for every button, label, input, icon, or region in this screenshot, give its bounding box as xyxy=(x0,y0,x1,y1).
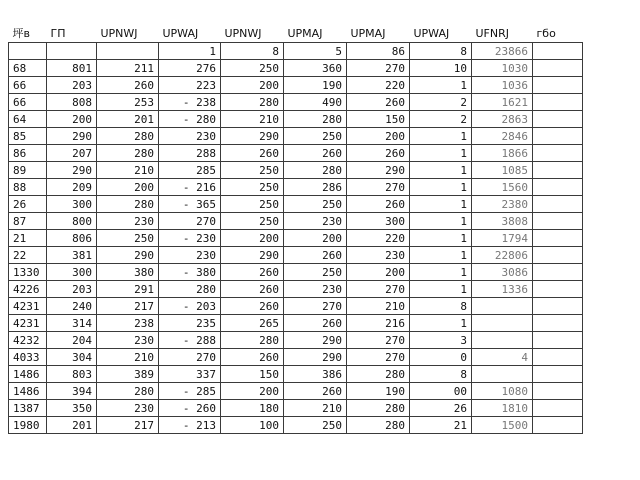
table-cell: 280 xyxy=(284,111,347,128)
table-cell xyxy=(9,43,47,60)
table-cell: 290 xyxy=(97,247,159,264)
table-cell: - 280 xyxy=(159,111,221,128)
table-cell: 4 xyxy=(472,349,533,366)
table-row xyxy=(9,145,583,162)
table-cell: 250 xyxy=(221,213,284,230)
table-cell: 10 xyxy=(410,60,472,77)
table-cell: 280 xyxy=(284,162,347,179)
table-cell: 2380 xyxy=(472,196,533,213)
header-row xyxy=(9,24,583,43)
table-cell xyxy=(533,60,583,77)
table-cell: 1866 xyxy=(472,145,533,162)
table-cell: 203 xyxy=(47,281,97,298)
table-row xyxy=(9,298,583,315)
column-header: UPMAJ xyxy=(284,24,347,43)
table-cell: 240 xyxy=(47,298,97,315)
table-cell: 1 xyxy=(410,315,472,332)
table-cell xyxy=(472,332,533,349)
table-cell: 280 xyxy=(347,417,410,434)
table-cell: 304 xyxy=(47,349,97,366)
table-cell: 290 xyxy=(47,128,97,145)
table-cell xyxy=(533,179,583,196)
table-cell: 201 xyxy=(97,111,159,128)
column-header: UPMAJ xyxy=(347,24,410,43)
table-cell: 290 xyxy=(284,332,347,349)
table-cell xyxy=(533,264,583,281)
table-cell: 250 xyxy=(221,196,284,213)
table-cell: 200 xyxy=(284,230,347,247)
table-cell: 350 xyxy=(47,400,97,417)
table-cell xyxy=(533,298,583,315)
table-cell: 1 xyxy=(410,162,472,179)
table-cell: 2863 xyxy=(472,111,533,128)
table-cell: 288 xyxy=(159,145,221,162)
table-cell: 86 xyxy=(347,43,410,60)
table-cell: 250 xyxy=(284,264,347,281)
table-cell: 270 xyxy=(159,349,221,366)
table-cell: 2 xyxy=(410,94,472,111)
table-cell: 66 xyxy=(9,77,47,94)
table-cell: 5 xyxy=(284,43,347,60)
table-cell: 1 xyxy=(410,196,472,213)
table-cell: 211 xyxy=(97,60,159,77)
table-cell: 21 xyxy=(410,417,472,434)
column-header: UPNWJ xyxy=(221,24,284,43)
table-cell: 2846 xyxy=(472,128,533,145)
table-cell: 490 xyxy=(284,94,347,111)
column-header: UFNRJ xyxy=(472,24,533,43)
table-row xyxy=(9,349,583,366)
table-cell: 3808 xyxy=(472,213,533,230)
table-cell: 260 xyxy=(284,383,347,400)
table-cell: 1 xyxy=(410,213,472,230)
table-cell: 290 xyxy=(221,247,284,264)
table-cell: 270 xyxy=(347,281,410,298)
table-row xyxy=(9,60,583,77)
table-cell: 1 xyxy=(410,179,472,196)
table-row xyxy=(9,400,583,417)
table-cell: 3086 xyxy=(472,264,533,281)
table-cell: 253 xyxy=(97,94,159,111)
table-cell: 223 xyxy=(159,77,221,94)
table-cell: 290 xyxy=(47,162,97,179)
table-cell xyxy=(472,366,533,383)
table-cell: 1 xyxy=(410,247,472,264)
table-cell xyxy=(533,145,583,162)
table-cell: 87 xyxy=(9,213,47,230)
table-cell: 200 xyxy=(221,383,284,400)
table-cell: 260 xyxy=(347,196,410,213)
table-cell: 230 xyxy=(284,281,347,298)
table-cell: 270 xyxy=(347,60,410,77)
table-cell: 1330 xyxy=(9,264,47,281)
table-cell: 1036 xyxy=(472,77,533,94)
column-header: UPWAJ xyxy=(410,24,472,43)
table-cell: 286 xyxy=(284,179,347,196)
table-cell: - 238 xyxy=(159,94,221,111)
table-cell: 300 xyxy=(347,213,410,230)
table-cell: 808 xyxy=(47,94,97,111)
table-row xyxy=(9,162,583,179)
table-cell: 2 xyxy=(410,111,472,128)
column-header: ГП xyxy=(47,24,97,43)
table-cell: 200 xyxy=(47,111,97,128)
table-cell: 260 xyxy=(284,247,347,264)
table-cell: 1621 xyxy=(472,94,533,111)
table-cell: 360 xyxy=(284,60,347,77)
table-cell: 389 xyxy=(97,366,159,383)
table-row xyxy=(9,332,583,349)
table-cell: 270 xyxy=(347,332,410,349)
table-cell: 86 xyxy=(9,145,47,162)
table-row xyxy=(9,247,583,264)
table-body xyxy=(9,43,583,434)
table-cell: 290 xyxy=(284,349,347,366)
table-cell: 210 xyxy=(347,298,410,315)
table-cell: 300 xyxy=(47,264,97,281)
table-cell: 235 xyxy=(159,315,221,332)
table-row xyxy=(9,264,583,281)
table-cell: - 380 xyxy=(159,264,221,281)
column-header: 坪в xyxy=(9,24,47,43)
table-cell: 250 xyxy=(284,196,347,213)
table-cell: 200 xyxy=(347,264,410,281)
table-cell: 250 xyxy=(284,128,347,145)
table-cell: 290 xyxy=(221,128,284,145)
table-cell xyxy=(472,315,533,332)
table-row xyxy=(9,111,583,128)
table-cell: 270 xyxy=(284,298,347,315)
table-cell: 291 xyxy=(97,281,159,298)
table-cell: 0 xyxy=(410,349,472,366)
table-cell: 250 xyxy=(221,179,284,196)
table-cell: 66 xyxy=(9,94,47,111)
table-cell: - 285 xyxy=(159,383,221,400)
table-cell: 270 xyxy=(347,179,410,196)
table-cell: 1560 xyxy=(472,179,533,196)
table-cell xyxy=(533,383,583,400)
table-cell: 210 xyxy=(97,162,159,179)
table-cell: 190 xyxy=(347,383,410,400)
column-header: UPWAJ xyxy=(159,24,221,43)
table-cell: - 260 xyxy=(159,400,221,417)
table-cell: - 365 xyxy=(159,196,221,213)
table-cell: 260 xyxy=(284,315,347,332)
table-row xyxy=(9,315,583,332)
table-cell: 230 xyxy=(284,213,347,230)
table-cell: 204 xyxy=(47,332,97,349)
table-cell: 1810 xyxy=(472,400,533,417)
table-cell: 260 xyxy=(221,281,284,298)
table-cell: - 216 xyxy=(159,179,221,196)
table-row xyxy=(9,77,583,94)
table-cell: 1 xyxy=(410,264,472,281)
table-cell: 22806 xyxy=(472,247,533,264)
table-cell: 280 xyxy=(347,400,410,417)
table-cell: 1980 xyxy=(9,417,47,434)
table-cell: 88 xyxy=(9,179,47,196)
table-cell: 210 xyxy=(284,400,347,417)
table-cell: 180 xyxy=(221,400,284,417)
table-cell: 276 xyxy=(159,60,221,77)
table-cell: 1 xyxy=(410,230,472,247)
table-cell xyxy=(533,43,583,60)
table-cell: 280 xyxy=(97,145,159,162)
table-cell: 89 xyxy=(9,162,47,179)
table-row xyxy=(9,196,583,213)
table-row xyxy=(9,179,583,196)
table-cell: 230 xyxy=(347,247,410,264)
table-cell: 230 xyxy=(159,247,221,264)
table-cell: 22 xyxy=(9,247,47,264)
table-cell: 260 xyxy=(221,264,284,281)
table-cell: 100 xyxy=(221,417,284,434)
table-cell: 8 xyxy=(410,298,472,315)
table-cell: - 288 xyxy=(159,332,221,349)
table-row xyxy=(9,366,583,383)
table-cell: 220 xyxy=(347,77,410,94)
table-cell: 300 xyxy=(47,196,97,213)
table-cell: 26 xyxy=(410,400,472,417)
table-cell: 230 xyxy=(159,128,221,145)
table-cell: 386 xyxy=(284,366,347,383)
table-cell: 250 xyxy=(97,230,159,247)
table-cell: 260 xyxy=(347,145,410,162)
table-cell: 3 xyxy=(410,332,472,349)
table-cell: 190 xyxy=(284,77,347,94)
table-cell: 230 xyxy=(97,332,159,349)
table-cell: 260 xyxy=(347,94,410,111)
table-cell: 4226 xyxy=(9,281,47,298)
table-cell: 4033 xyxy=(9,349,47,366)
column-header: UPNWJ xyxy=(97,24,159,43)
table-cell xyxy=(533,366,583,383)
table-cell: 280 xyxy=(159,281,221,298)
table-cell: 270 xyxy=(159,213,221,230)
table-cell: 23866 xyxy=(472,43,533,60)
table-row xyxy=(9,230,583,247)
table-cell: 230 xyxy=(97,400,159,417)
table-cell: 210 xyxy=(221,111,284,128)
table-cell: 220 xyxy=(347,230,410,247)
table-cell xyxy=(533,162,583,179)
table-cell: 1486 xyxy=(9,383,47,400)
table-cell: 280 xyxy=(347,366,410,383)
table-cell: 285 xyxy=(159,162,221,179)
table-cell: 394 xyxy=(47,383,97,400)
table-cell xyxy=(533,315,583,332)
table-row xyxy=(9,213,583,230)
table-cell: 280 xyxy=(97,128,159,145)
table-cell xyxy=(533,128,583,145)
table-cell: 280 xyxy=(221,94,284,111)
data-table xyxy=(8,24,583,434)
table-cell: 1387 xyxy=(9,400,47,417)
table-cell: 260 xyxy=(221,349,284,366)
table-cell: 337 xyxy=(159,366,221,383)
table-row xyxy=(9,417,583,434)
table-cell xyxy=(47,43,97,60)
table-cell: 217 xyxy=(97,298,159,315)
table-cell: 800 xyxy=(47,213,97,230)
table-cell: 806 xyxy=(47,230,97,247)
table-cell xyxy=(533,247,583,264)
table-cell: 64 xyxy=(9,111,47,128)
table-cell: 200 xyxy=(347,128,410,145)
table-cell: 265 xyxy=(221,315,284,332)
table-cell: 1080 xyxy=(472,383,533,400)
table-row xyxy=(9,128,583,145)
table-cell: 270 xyxy=(347,349,410,366)
table-cell: 230 xyxy=(97,213,159,230)
table-cell: 280 xyxy=(97,196,159,213)
table-cell: 00 xyxy=(410,383,472,400)
table-cell: 260 xyxy=(221,145,284,162)
table-cell: 238 xyxy=(97,315,159,332)
table-cell: 4231 xyxy=(9,315,47,332)
table-cell: 217 xyxy=(97,417,159,434)
table-cell: 1 xyxy=(410,128,472,145)
table-cell: 803 xyxy=(47,366,97,383)
table-cell: 250 xyxy=(221,60,284,77)
table-cell: 4231 xyxy=(9,298,47,315)
table-row xyxy=(9,383,583,400)
table-cell xyxy=(533,230,583,247)
table-cell: 150 xyxy=(347,111,410,128)
table-cell: - 230 xyxy=(159,230,221,247)
table-cell: 260 xyxy=(284,145,347,162)
table-cell xyxy=(533,94,583,111)
table-cell: 260 xyxy=(97,77,159,94)
table-cell: 280 xyxy=(97,383,159,400)
table-cell: 801 xyxy=(47,60,97,77)
table-cell xyxy=(533,213,583,230)
table-cell xyxy=(533,196,583,213)
table-cell: 200 xyxy=(221,230,284,247)
table-cell xyxy=(533,77,583,94)
table-cell: 203 xyxy=(47,77,97,94)
table-cell: 85 xyxy=(9,128,47,145)
table-cell: 1 xyxy=(410,77,472,94)
table-cell: 210 xyxy=(97,349,159,366)
table-cell: 1 xyxy=(410,281,472,298)
table-cell xyxy=(97,43,159,60)
table-row xyxy=(9,94,583,111)
table-cell: 290 xyxy=(347,162,410,179)
table-cell: 314 xyxy=(47,315,97,332)
table-cell: 1486 xyxy=(9,366,47,383)
table-cell: 280 xyxy=(221,332,284,349)
table-cell: 4232 xyxy=(9,332,47,349)
table-cell: 260 xyxy=(221,298,284,315)
table-cell xyxy=(533,349,583,366)
table-cell: - 213 xyxy=(159,417,221,434)
table-cell: 380 xyxy=(97,264,159,281)
table-cell: 381 xyxy=(47,247,97,264)
table-cell xyxy=(533,400,583,417)
table-cell: 250 xyxy=(284,417,347,434)
table-cell: 8 xyxy=(410,43,472,60)
table-subheader-row xyxy=(9,43,583,60)
column-header: гбо xyxy=(533,24,583,43)
table-cell: 1030 xyxy=(472,60,533,77)
table-cell: 1500 xyxy=(472,417,533,434)
table-cell: 1085 xyxy=(472,162,533,179)
table-cell: 209 xyxy=(47,179,97,196)
table-cell: 1794 xyxy=(472,230,533,247)
table-cell: 201 xyxy=(47,417,97,434)
table-cell: 21 xyxy=(9,230,47,247)
table-cell: 200 xyxy=(221,77,284,94)
table-cell: 8 xyxy=(410,366,472,383)
table-row xyxy=(9,281,583,298)
table-cell: 26 xyxy=(9,196,47,213)
table-cell: - 203 xyxy=(159,298,221,315)
table-cell: 68 xyxy=(9,60,47,77)
table-cell: 8 xyxy=(221,43,284,60)
table-cell xyxy=(533,332,583,349)
table-cell xyxy=(533,417,583,434)
table-cell: 250 xyxy=(221,162,284,179)
table-cell xyxy=(533,281,583,298)
table-cell: 150 xyxy=(221,366,284,383)
table-cell: 216 xyxy=(347,315,410,332)
table-cell xyxy=(472,298,533,315)
table-cell: 207 xyxy=(47,145,97,162)
table-cell: 1 xyxy=(410,145,472,162)
table-cell xyxy=(533,111,583,128)
table-cell: 200 xyxy=(97,179,159,196)
table-cell: 1336 xyxy=(472,281,533,298)
table-cell: 1 xyxy=(159,43,221,60)
